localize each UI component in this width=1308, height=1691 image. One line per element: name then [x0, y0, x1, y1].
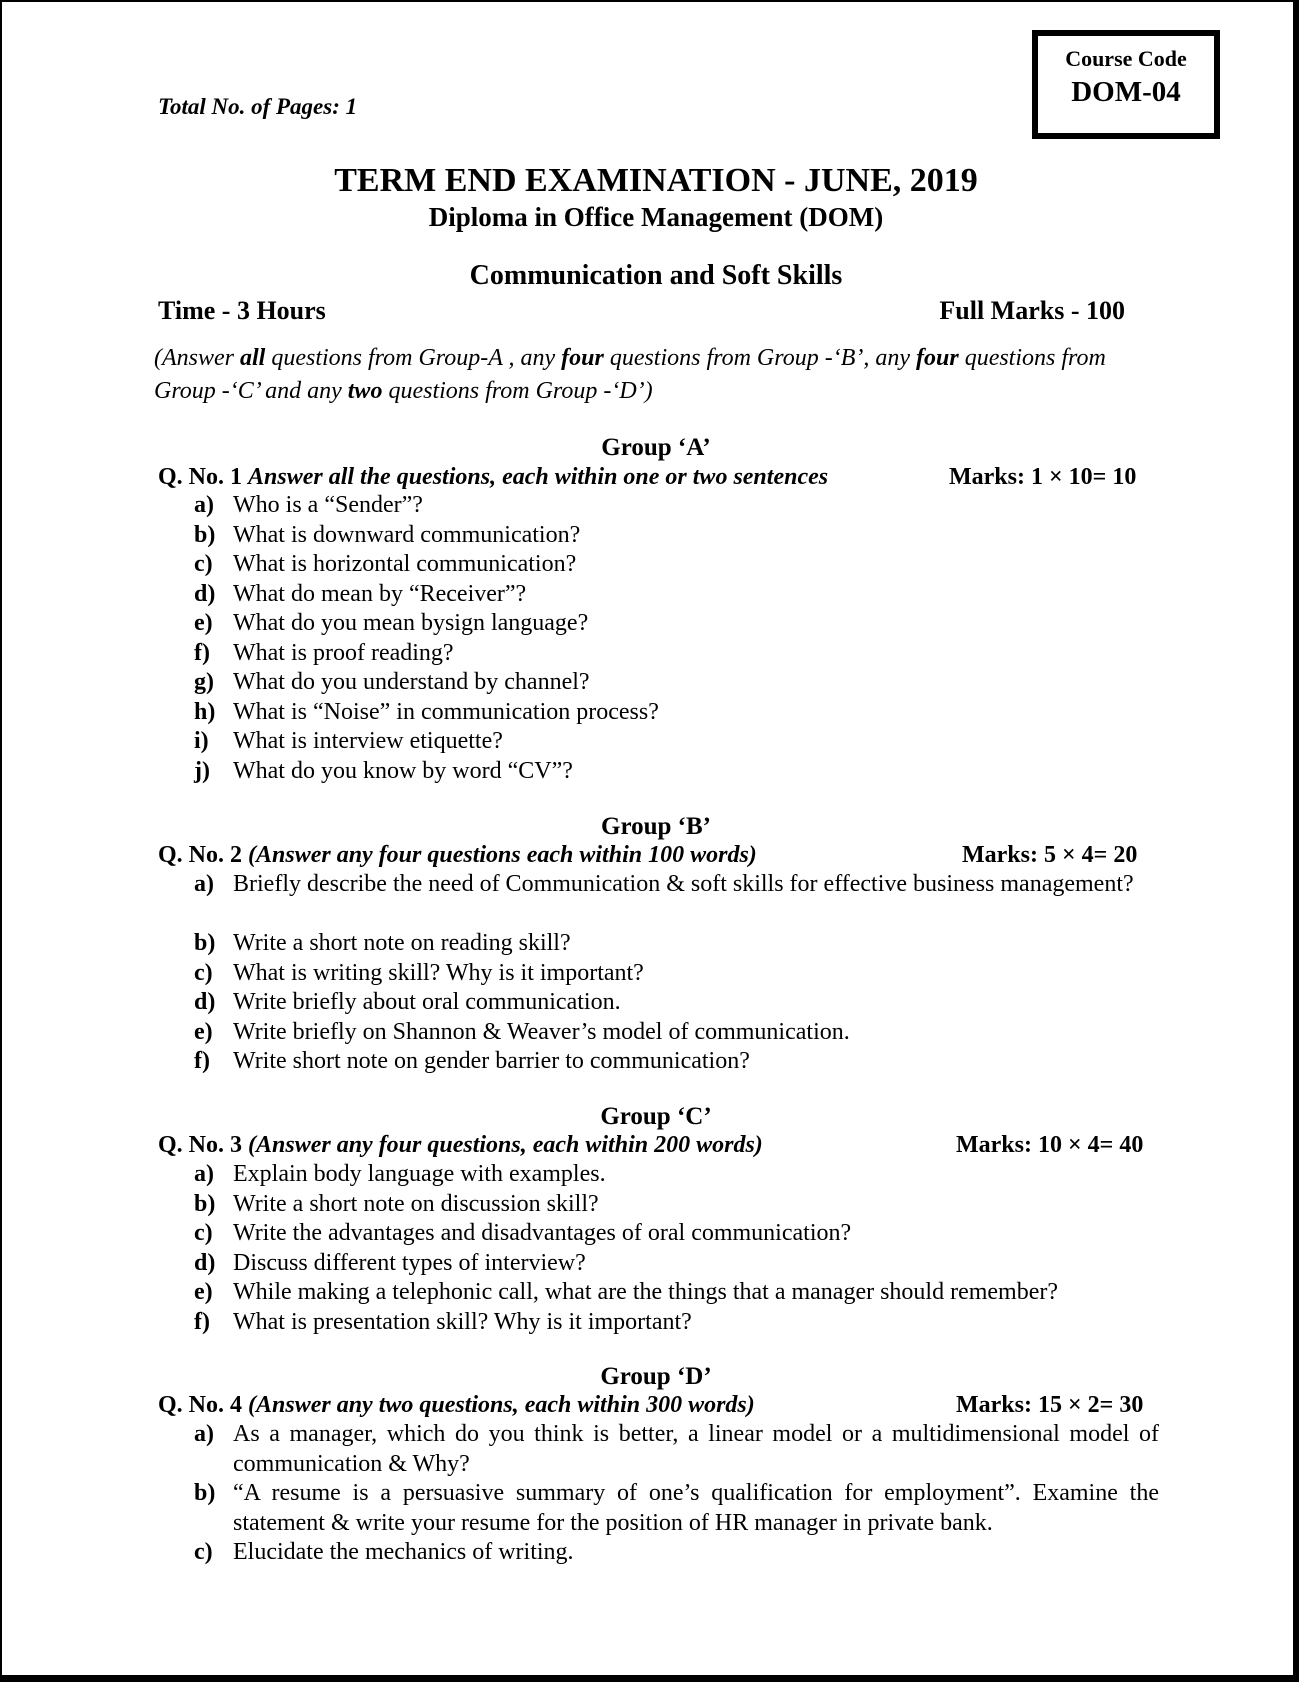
group-a-title: Group ‘A’: [601, 434, 711, 461]
instr-emphasis: four: [561, 345, 604, 371]
question-1-heading: [158, 464, 828, 491]
question-3-heading: [158, 1132, 763, 1159]
list-item: [194, 1420, 1159, 1479]
item-text: While making a telephonic call, what are the things that a manager should remember?: [233, 1279, 1059, 1305]
question-instruction: (Answer any two questions, each within 300 words): [248, 1392, 755, 1418]
item-text: What do you understand by channel?: [233, 669, 590, 695]
item-label: e): [194, 1018, 213, 1045]
instr-emphasis: two: [347, 378, 383, 404]
course-code-box: [1032, 30, 1220, 139]
group-d-title: Group ‘D’: [600, 1363, 712, 1390]
list-item: [194, 870, 1159, 900]
item-text: What do mean by “Receiver”?: [233, 580, 527, 607]
item-label: d): [194, 580, 216, 607]
question-1-marks: Marks: 1 × 10= 10: [949, 464, 1137, 490]
list-item: [194, 1308, 1159, 1338]
exam-title: TERM END EXAMINATION - JUNE, 2019: [334, 162, 978, 199]
list-item: [194, 521, 1159, 551]
list-item: [194, 668, 1159, 698]
item-label: e): [194, 1279, 213, 1305]
instr-text: questions from Group -‘C’ and any: [154, 345, 1106, 404]
item-label: f): [194, 1048, 210, 1074]
item-label: i): [194, 728, 209, 754]
subject-title: Communication and Soft Skills: [469, 260, 843, 291]
list-item: [194, 491, 1159, 521]
question-number: Q. No. 4: [158, 1392, 248, 1418]
item-text: Write the advantages and disadvantages of oral communication?: [233, 1220, 852, 1246]
question-instruction: Answer all the questions, each within one or two sentences: [248, 464, 829, 490]
item-text: Write a short note on discussion skill?: [233, 1190, 599, 1217]
item-label: a): [194, 1421, 214, 1447]
item-label: f): [194, 639, 210, 666]
item-label: a): [194, 1161, 214, 1187]
item-label: d): [194, 1249, 216, 1276]
instr-text: questions from Group -‘D’): [382, 378, 653, 404]
general-instructions: [154, 342, 1154, 408]
question-4-heading: [158, 1392, 755, 1419]
question-instruction: (Answer any four questions each within 100 words): [248, 842, 757, 868]
item-text: Who is a “Sender”?: [233, 492, 423, 518]
item-text: Explain body language with examples.: [233, 1161, 606, 1187]
list-item: [194, 929, 1159, 959]
course-code-label: Course Code: [1065, 46, 1187, 71]
list-item: [194, 1278, 1159, 1308]
item-label: d): [194, 989, 216, 1015]
item-label: h): [194, 698, 216, 725]
item-label: f): [194, 1308, 210, 1335]
instr-text: (Answer: [154, 345, 240, 371]
total-pages: Total No. of Pages: 1: [158, 94, 358, 119]
item-text: What do you mean bysign language?: [233, 610, 589, 636]
item-label: c): [194, 1220, 213, 1246]
list-item: [194, 1047, 1159, 1077]
list-item: [194, 639, 1159, 669]
item-text: Elucidate the mechanics of writing.: [233, 1539, 574, 1565]
item-text: What is presentation skill? Why is it important?: [233, 1308, 692, 1335]
item-label: a): [194, 492, 214, 518]
question-2-marks: Marks: 5 × 4= 20: [962, 842, 1138, 868]
question-instruction: (Answer any four questions, each within 200 words): [248, 1132, 763, 1158]
item-text: Write briefly on Shannon & Weaver’s model of communication.: [233, 1018, 850, 1045]
item-text: “A resume is a persuasive summary of one’s qualification for employment”. Examine the statement & write your resume for the position of HR manager in private bank.: [233, 1480, 1159, 1536]
item-label: c): [194, 1539, 213, 1565]
item-text: What is proof reading?: [233, 639, 454, 666]
list-item: [194, 988, 1159, 1018]
instr-emphasis: all: [240, 345, 266, 371]
item-text: Write briefly about oral communication.: [233, 989, 621, 1015]
question-number: Q. No. 3: [158, 1132, 248, 1158]
list-item: [194, 1190, 1159, 1220]
group-c-title: Group ‘C’: [600, 1103, 712, 1130]
item-label: b): [194, 1190, 216, 1217]
list-item: [194, 1018, 1159, 1048]
list-item: [194, 1160, 1159, 1190]
item-label: j): [194, 757, 210, 784]
item-label: a): [194, 871, 214, 897]
question-4-marks: Marks: 15 × 2= 30: [956, 1392, 1144, 1418]
item-text: What is interview etiquette?: [233, 728, 503, 754]
list-item: [194, 1538, 1159, 1568]
question-3-marks: Marks: 10 × 4= 40: [956, 1132, 1144, 1158]
item-text: Write a short note on reading skill?: [233, 930, 571, 956]
item-text: What is downward communication?: [233, 521, 581, 548]
item-text: As a manager, which do you think is better, a linear model or a multidimensional model of communication & Why?: [233, 1421, 1159, 1477]
time-duration: Time - 3 Hours: [158, 296, 326, 325]
item-label: e): [194, 610, 213, 636]
instr-text: questions from Group -‘B’, any: [603, 345, 916, 371]
item-text: What do you know by word “CV”?: [233, 757, 573, 784]
list-item: [194, 727, 1159, 757]
program-subtitle: Diploma in Office Management (DOM): [428, 202, 884, 232]
list-item: [194, 1219, 1159, 1249]
item-label: b): [194, 930, 216, 956]
item-label: c): [194, 959, 213, 986]
full-marks: Full Marks - 100: [939, 296, 1125, 325]
item-text: What is “Noise” in communication process?: [233, 698, 659, 725]
item-text: Write short note on gender barrier to communication?: [233, 1048, 750, 1074]
item-label: b): [194, 521, 216, 548]
list-item: [194, 757, 1159, 787]
item-text: Briefly describe the need of Communication & soft skills for effective business management?: [233, 871, 1134, 897]
instr-text: questions from Group-A , any: [265, 345, 562, 371]
instr-emphasis: four: [916, 345, 959, 371]
item-text: Discuss different types of interview?: [233, 1249, 586, 1276]
item-text: What is horizontal communication?: [233, 551, 577, 577]
item-text: What is writing skill? Why is it important?: [233, 959, 644, 986]
question-number: Q. No. 1: [158, 464, 248, 490]
list-item: [194, 959, 1159, 989]
group-b-title: Group ‘B’: [601, 813, 711, 840]
list-item: [194, 1479, 1159, 1538]
item-label: g): [194, 669, 214, 695]
course-code: DOM-04: [1071, 76, 1181, 108]
question-number: Q. No. 2: [158, 842, 248, 868]
list-item: [194, 698, 1159, 728]
list-item: [194, 580, 1159, 610]
list-item: [194, 1249, 1159, 1279]
item-label: c): [194, 551, 213, 577]
item-label: b): [194, 1480, 216, 1506]
question-2-heading: [158, 842, 757, 869]
list-item: [194, 609, 1159, 639]
list-item: [194, 550, 1159, 580]
